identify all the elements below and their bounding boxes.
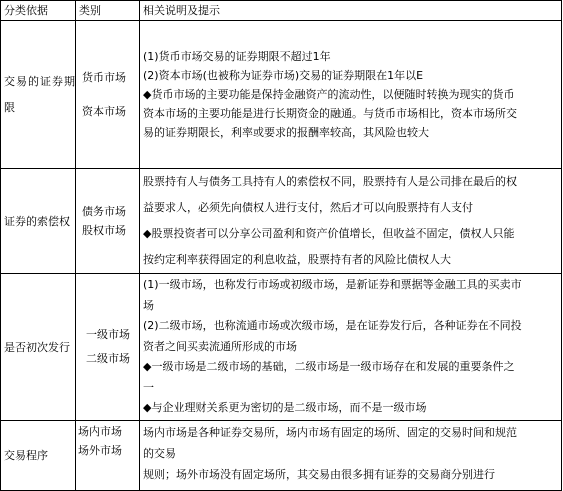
header-category: 类别 xyxy=(76,1,140,21)
basis-text: 交易程序 xyxy=(4,449,48,462)
description-line: 规则；场外市场没有固定场所，其交易由很多拥有证券的交易商分别进行 xyxy=(143,468,495,481)
description-line: ◆货币市场的主要功能是保持金融资产的流动性，以便随时转换为现实的货币 xyxy=(143,88,515,101)
description-line: 场 xyxy=(143,298,154,312)
table-row xyxy=(1,274,562,421)
table-header-row xyxy=(1,1,562,21)
category-cell xyxy=(76,169,140,274)
description-line: (2)二级市场，也称流通市场或次级市场，是在证券发行后，各种证券在不同投 xyxy=(143,319,522,333)
category-label: 货币市场 xyxy=(82,70,126,84)
basis-text: 证券的索偿权 xyxy=(4,214,70,228)
basis-text: 交易的证券期限 xyxy=(4,74,75,114)
basis-cell xyxy=(1,421,76,491)
category-label: 场内市场 xyxy=(78,425,122,438)
description-line: (1)一级市场，也称发行市场或初级市场，是新证券和票据等金融工具的买卖市 xyxy=(143,278,522,292)
basis-cell xyxy=(1,169,76,274)
description-line: (1)货币市场交易的证券期限不超过1年 xyxy=(143,50,331,63)
table-row xyxy=(1,21,562,169)
description-line: 场内市场是各种证券交易所，场内市场有固定的场所、固定的交易时间和规范 xyxy=(143,426,517,439)
category-label: 二级市场 xyxy=(86,352,130,365)
description-cell xyxy=(140,21,562,169)
description-line: 益要求人，必须先向债权人进行支付，然后才可以向股票持有人支付 xyxy=(143,201,473,214)
category-label: 债务市场 xyxy=(82,205,126,218)
description-line: 一 xyxy=(143,380,154,394)
category-label: 资本市场 xyxy=(82,104,126,118)
basis-cell xyxy=(1,274,76,421)
table-row xyxy=(1,421,562,491)
description-line: 易的证券期限长，利率或要求的报酬率较高，其风险也较大 xyxy=(143,126,429,139)
description-cell xyxy=(140,169,562,274)
category-cell xyxy=(76,21,140,169)
category-label: 股权市场 xyxy=(82,224,126,237)
description-cell xyxy=(140,274,562,421)
category-label: 场外市场 xyxy=(78,444,122,457)
description-line: 资本市场的主要功能是进行长期资金的融通。与货币市场相比，资本市场所交 xyxy=(143,107,517,120)
description-cell xyxy=(140,421,562,491)
table-row xyxy=(1,169,562,274)
description-line: ◆股票投资者可以分享公司盈利和资产价值增长，但收益不固定，债权人只能 xyxy=(143,227,515,240)
category-cell xyxy=(76,421,140,491)
description-line: ◆一级市场是二级市场的基础，二级市场是一级市场存在和发展的重要条件之 xyxy=(143,360,515,374)
description-line: (2)资本市场(也被称为证券市场)交易的证券期限在1年以E xyxy=(143,69,424,82)
basis-cell xyxy=(1,21,76,169)
description-line: ◆与企业理财关系更为密切的是二级市场，而不是一级市场 xyxy=(143,401,427,415)
description-line: 的交易 xyxy=(143,447,176,460)
description-line: 按约定利率获得固定的利息收益，股票持有者的风险比债权人大 xyxy=(143,253,451,266)
description-line: 资者之间买卖流通所形成的市场 xyxy=(143,339,297,353)
category-label: 一级市场 xyxy=(86,328,130,341)
header-description: 相关说明及提示 xyxy=(140,1,562,21)
category-cell xyxy=(76,274,140,421)
description-line: 股票持有人与债务工具持有人的索偿权不同，股票持有人是公司排在最后的权 xyxy=(143,175,517,188)
header-basis: 分类依据 xyxy=(1,1,76,21)
basis-text: 是否初次发行 xyxy=(4,340,70,354)
